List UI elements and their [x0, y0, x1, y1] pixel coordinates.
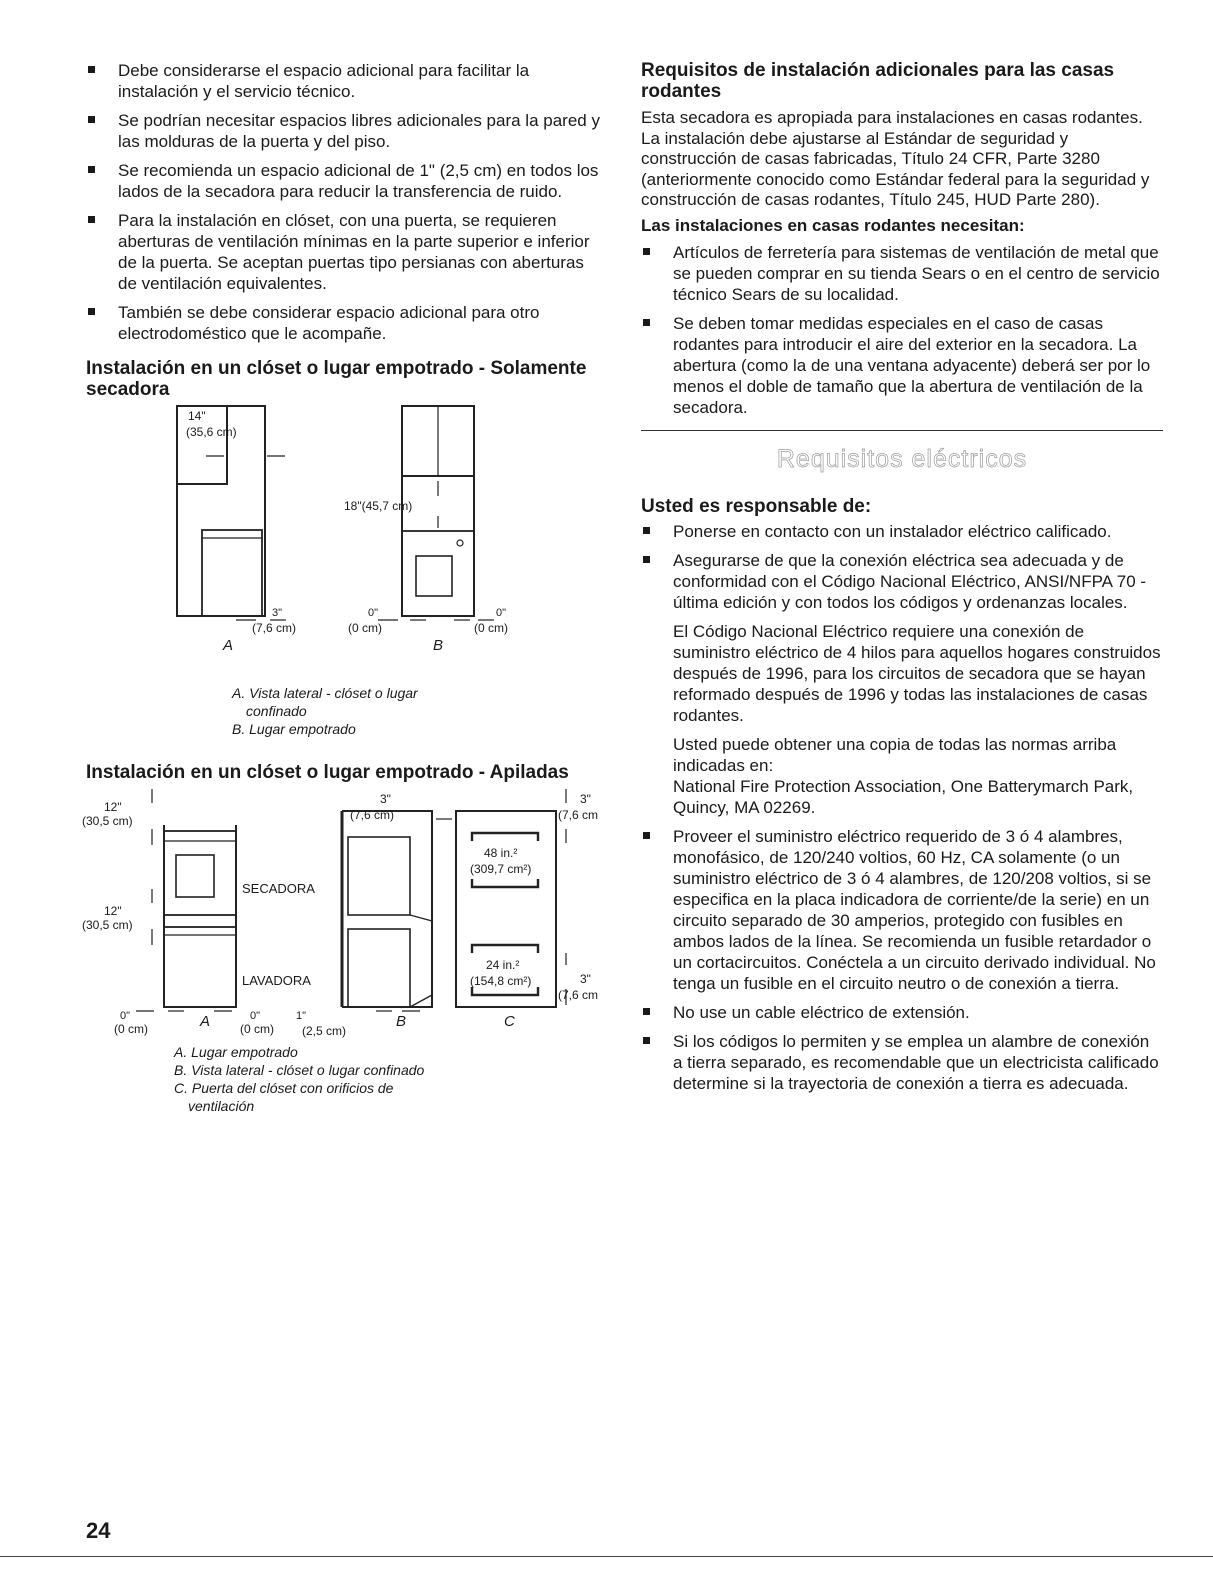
section-banner-electrical: Requisitos eléctricos [776, 444, 1028, 473]
caption-dryer-only [232, 684, 606, 738]
mobile-homes-paragraph: Esta secadora es apropiada para instalaciones en casas rodantes. La instalación debe ajustarse al Estándar de seguridad y construcción de casas fabricadas, Título 24 CFR, Parte 3280 (anteriormente conocido como Estándar federal para la seguridad y construcción de casas rodantes, Título 245, HUD Parte 280). [641, 108, 1150, 209]
clearance-notes-list [86, 60, 606, 344]
dim-0cm-a-right: (0 cm) [240, 1022, 274, 1036]
caption-line: B. Lugar empotrado [232, 721, 356, 737]
list-item: No use un cable eléctrico de extensión. [641, 1002, 1163, 1023]
dim-0cm-b-right: (0 cm) [474, 621, 508, 635]
dim-18in: 18"(45,7 cm) [344, 499, 413, 513]
copy-paragraph: Usted puede obtener una copia de todas las normas arriba indicadas en: [673, 734, 1117, 775]
list-item: Se podrían necesitar espacios libres adicionales para la pared y las molduras de la puerta y del piso. [86, 110, 606, 152]
caption-line: C. Puerta del clóset con orificios de [174, 1080, 394, 1096]
vent-area-top-cm: (309,7 cm²) [470, 862, 532, 876]
dim-3cm-right-top: (7,6 cm [558, 808, 599, 822]
figure-label-b: B [396, 1013, 407, 1030]
dim-1cm: (2,5 cm) [302, 1024, 347, 1038]
section-heading-mobile-homes: Requisitos de instalación adicionales para las casas rodantes [641, 60, 1115, 102]
list-item: Ponerse en contacto con un instalador eléctrico calificado. [641, 521, 1163, 542]
dim-0cm-a-left: (0 cm) [114, 1022, 148, 1036]
dim-3in: 3" [272, 607, 283, 619]
caption-line: A. Lugar empotrado [174, 1044, 298, 1060]
dim-14cm: (35,6 cm) [186, 425, 237, 439]
figure-label-c: C [504, 1013, 515, 1030]
footer-rule [0, 1556, 1213, 1557]
dim-3cm-top: (7,6 cm) [350, 808, 395, 822]
figure-stacked [80, 789, 600, 1038]
dim-12cm-top: (30,5 cm) [82, 814, 133, 828]
section-heading-stacked: Instalación en un clóset o lugar empotrado - Apiladas [86, 762, 569, 783]
vent-area-top: 48 in.² [484, 846, 518, 860]
label-lavadora: LAVADORA [242, 973, 311, 988]
dim-0cm-b-left: (0 cm) [348, 621, 382, 635]
dim-3in-top: 3" [380, 792, 391, 806]
dim-0in-a-right: 0" [250, 1010, 261, 1022]
responsibilities-list-continued [641, 826, 1163, 1094]
section-heading-responsible: Usted es responsable de: [641, 495, 872, 517]
dim-3in-right-top: 3" [580, 792, 591, 806]
dim-12in-mid: 12" [104, 904, 122, 918]
stacked-figure-labels [86, 1013, 606, 1035]
figure-label-a: A [200, 1013, 211, 1030]
list-item: Artículos de ferretería para sistemas de ventilación de metal que se pueden comprar en su tienda Sears o en el centro de servicio técnico Sears de su localidad. [641, 242, 1163, 305]
list-item: Se deben tomar medidas especiales en el caso de casas rodantes para introducir el aire del exterior en la secadora. La abertura (como la de una ventana adyacente) deberá ser por lo menos el doble de tamaño que la abertura de ventilación de la secadora. [641, 313, 1163, 418]
page-number: 24 [86, 1518, 111, 1543]
dryer-only-diagram [86, 406, 606, 686]
dim-14in: 14" [188, 409, 206, 423]
figure-label-b: B [433, 637, 444, 654]
caption-line: confinado [246, 703, 307, 719]
section-divider [641, 430, 1163, 431]
list-item: También se debe considerar espacio adicional para otro electrodoméstico que le acompañe. [86, 302, 606, 344]
vent-area-bottom: 24 in.² [486, 958, 520, 972]
mobile-homes-list [641, 242, 1163, 418]
dim-0in-b-right: 0" [496, 607, 507, 619]
right-column [641, 60, 1163, 1102]
nec-paragraph: El Código Nacional Eléctrico requiere una conexión de suministro eléctrico de 4 hilos para aquellos hogares construidos después de 1996, para los circuitos de secadora que se hayan reformado después de 1996 y todas las instalaciones de casas rodantes. [673, 621, 1161, 725]
list-item: Debe considerarse el espacio adicional para facilitar la instalación y el servicio técnico. [86, 60, 606, 102]
caption-stacked [174, 1043, 606, 1115]
caption-line: B. Vista lateral - clóset o lugar confinado [174, 1062, 425, 1078]
left-column [82, 60, 606, 1115]
label-secadora: SECADORA [242, 881, 315, 896]
responsibilities-list [641, 521, 1163, 613]
dim-3cm: (7,6 cm) [252, 621, 297, 635]
dim-0in-a-left: 0" [120, 1010, 131, 1022]
list-item: Se recomienda un espacio adicional de 1" (2,5 cm) en todos los lados de la secadora para reducir la transferencia de ruido. [86, 160, 606, 202]
dim-12in-top: 12" [104, 800, 122, 814]
mobile-homes-subheading: Las instalaciones en casas rodantes necesitan: [641, 215, 1025, 235]
section-heading-dryer-only: Instalación en un clóset o lugar empotrado - Solamente secadora [86, 358, 587, 400]
list-item: Asegurarse de que la conexión eléctrica sea adecuada y de conformidad con el Código Nacional Eléctrico, ANSI/NFPA 70 - última edición y con todos los códigos y ordenanzas locales. [641, 550, 1163, 613]
stacked-diagram [80, 789, 606, 1038]
dim-0in-b-left: 0" [368, 607, 379, 619]
list-item: Para la instalación en clóset, con una puerta, se requieren aberturas de ventilación mínimas en la parte superior e inferior de la puerta. Se aceptan puertas tipo persianas con aberturas de ventilación equivalentes. [86, 210, 606, 294]
list-item: Si los códigos lo permiten y se emplea un alambre de conexión a tierra separado, es recomendable que un electricista calificado determine si la trayectoria de conexión a tierra es adecuada. [641, 1031, 1163, 1094]
figure-label-a: A [223, 637, 234, 654]
nfpa-address: National Fire Protection Association, One Batterymarch Park, Quincy, MA 02269. [673, 776, 1134, 817]
dim-12cm-mid: (30,5 cm) [82, 918, 133, 932]
dim-3in-right-bottom: 3" [580, 972, 591, 986]
dim-3cm-right-bottom: (7,6 cm [558, 988, 599, 1002]
figure-dryer-only [86, 406, 606, 686]
caption-line: ventilación [188, 1098, 255, 1114]
list-item: Proveer el suministro eléctrico requerido de 3 ó 4 alambres, monofásico, de 120/240 voltios, 60 Hz, CA solamente (o un suministro eléctrico de 3 ó 4 alambres, de 120/208 voltios, si se especifica en la placa indicadora de corriente/de la serie) en un circuito separado de 30 amperios, protegido con fusibles en ambos lados de la línea. Se recomienda un fusible retardador o un cortacircuitos. Conéctela a un circuito derivado individual. No tenga un fusible en el circuito neutro o de conexión a tierra. [641, 826, 1163, 994]
vent-area-bottom-cm: (154,8 cm²) [470, 974, 532, 988]
dim-1in: 1" [296, 1010, 307, 1022]
caption-line: A. Vista lateral - clóset o lugar [232, 685, 418, 701]
